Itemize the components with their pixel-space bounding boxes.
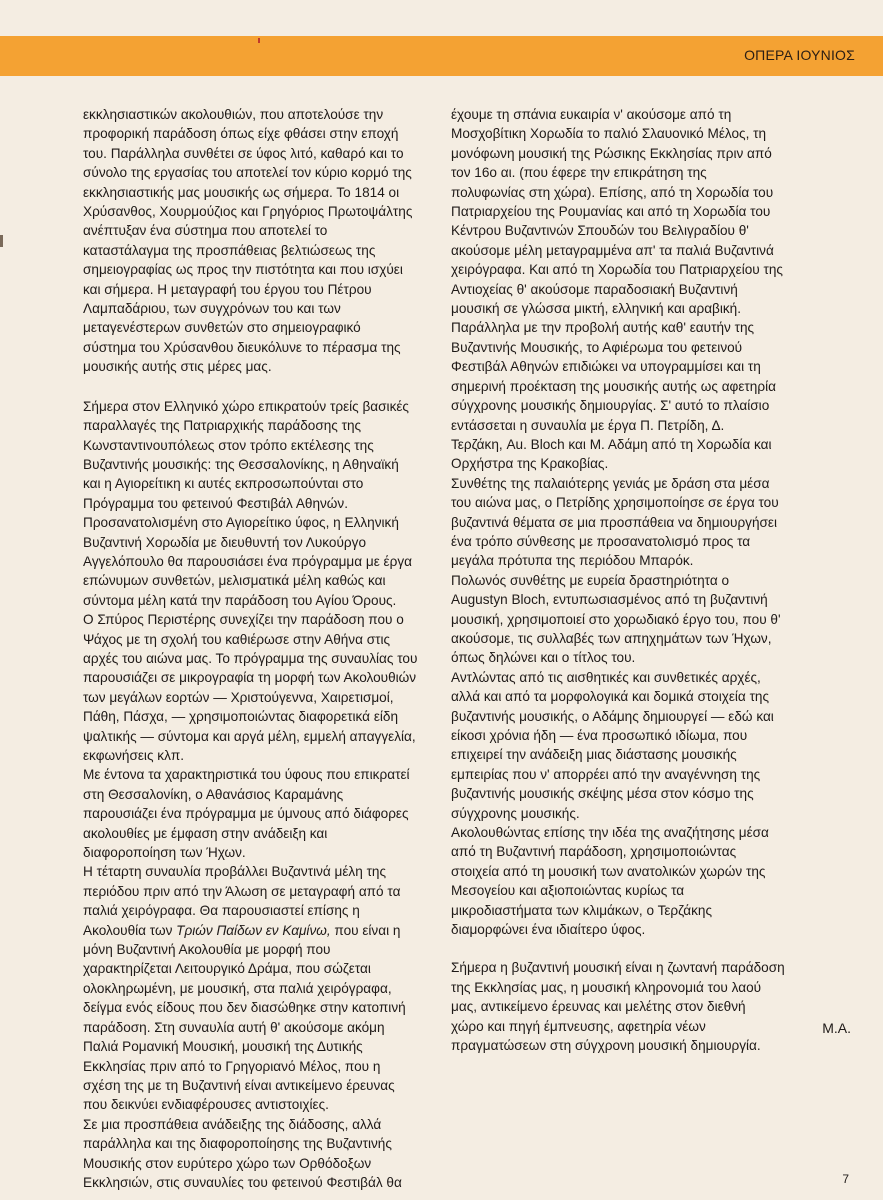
- paragraph: Αντλώντας από τις αισθητικές και συνθετικές αρχές, αλλά και από τα μορφολογικά και δομικά στοιχεία της βυζαντινής μουσικής, ο Αδάμης δημιουργεί — εδώ και είκοσι χρόνια ήδη — ένα προσωπικό ιδίωμα, που επιχειρεί την ανάδειξη μιας διάστασης μουσικής εμπειρίας που ν' απορρέει από την αναγέννηση της βυζαντινής μουσικής σκέψης μέσα στον κόσμο της σύγχρονης μουσικής.: [451, 669, 774, 821]
- paragraph: Με έντονα τα χαρακτηριστικά του ύφους που επικρατεί στη Θεσσαλονίκη, ο Αθανάσιος Καραμάνης παρουσιάζει ένα πρόγραμμα με ύμνους από διάφορες ακολουθίες με έμφαση στην ανάδειξη και διαφοροποίηση των Ήχων.: [83, 767, 410, 861]
- paragraph: Σήμερα η βυζαντινή μουσική είναι η ζωντανή παράδοση της Εκκλησίας μας, η μουσική κληρονομιά του λαού μας, αντικείμενο έρευνας και μελέτης στον διεθνή χώρο και πηγή έμπνευσης, αφετηρία νέων πραγματώσεων στη σύγχρονη μουσική δημιουργία.: [451, 960, 785, 1054]
- paragraph: Παράλληλα με την προβολή αυτής καθ' εαυτήν της Βυζαντινής Μουσικής, το Αφιέρωμα του φετεινού Φεστιβάλ Αθηνών επιδιώκει να υπογραμμίσει και τη σημερινή προέκταση της μουσικής αυτής ως αφετηρία σύγχρονης μουσικής δημιουργίας. Σ' αυτό το πλαίσιο εντάσσεται η συναυλία με έργα Π. Πετρίδη, Δ. Τερζάκη, Au. Bloch και Μ. Αδάμη από τη Χορωδία και Ορχήστρα της Κρακοβίας.: [451, 320, 776, 472]
- paragraph: εκκλησιαστικών ακολουθιών, που αποτελούσε την προφορική παράδοση όπως είχε φθάσει στην εποχή του. Παράλληλα συνθέτει σε ύφος λιτό, καθαρό και το σύνολο της εργασίας του αποτελεί τον κύριο κορμό της εκκλησιαστικής μας μουσικής ως σήμερα. Το 1814 οι Χρύσανθος, Χουρμούζιος και Γρηγόριος Πρωτοψάλτης ανέπτυξαν ένα σύστημα που αποτελεί το καταστάλαγμα της προσπάθειας βελτιώσεως της σημειογραφίας ως προς την πιστότητα και που ισχύει και σήμερα. Η μεταγραφή του έργου του Πέτρου Λαμπαδάριου, των συγχρόνων του και των μεταγενέστερων συνθετών στο σημειογραφικό σύστημα του Χρύσανθου διευκόλυνε το πέρασμα της μουσικής αυτής στις μέρες μας.: [83, 107, 413, 375]
- print-mark: [258, 38, 260, 43]
- paragraph: Ο Σπύρος Περιστέρης συνεχίζει την παράδοση που ο Ψάχος με τη σχολή του καθιέρωσε στην Αθήνα στις αρχές του αιώνα μας. Το πρόγραμμα της συναυλίας του παρουσιάζει σε μικρογραφία τη μορφή των Ακολουθιών των μεγάλων εορτών — Χριστούγεννα, Χαιρετισμοί, Πάθη, Πάσχα, — χρησιμοποιώντας διαφορετικά είδη ψαλτικής — σύντομα και αργά μέλη, εμμελή απαγγελία, εκφωνήσεις κλπ.: [83, 612, 418, 763]
- paragraph-text: Η τέταρτη συναυλία προβάλλει Βυζαντινά μέλη της περιόδου πριν από την Άλωση σε μεταγραφή από τα παλιά χειρόγραφα. Θα παρουσιαστεί επίσης η Ακολουθία των: [83, 864, 401, 938]
- paragraph: Σήμερα στον Ελληνικό χώρο επικρατούν τρείς βασικές παραλλαγές της Πατριαρχικής παράδοσης της Κωνσταντινουπόλεως στον τρόπο εκτέλεσης της Βυζαντινής μουσικής: της Θεσσαλονίκης, η Αθηναϊκή και η Αγιορείτικη κι αυτές εκπροσωπούνται στο Πρόγραμμα του φετεινού Φεστιβάλ Αθηνών.: [83, 398, 409, 511]
- section-title: ΟΠΕΡΑ ΙΟΥΝΙΟΣ: [744, 47, 855, 63]
- page-number: 7: [842, 1172, 849, 1186]
- paragraph: Ακολουθώντας επίσης την ιδέα της αναζήτησης μέσα από τη Βυζαντινή παράδοση, χρησιμοποιώντας στοιχεία από τη μουσική των ανατολικών χωρών της Μεσογείου και αξιοποιώντας κυρίως τα μικροδιαστήματα των κλιμάκων, ο Τερζάκης διαμορφώνει ένα ιδιαίτερο ύφος.: [451, 825, 769, 938]
- author-signature: Μ.Α.: [822, 1020, 851, 1036]
- edge-mark: [0, 235, 3, 247]
- paragraph: Σε μια προσπάθεια ανάδειξης της διάδοσης, αλλά παράλληλα και της διαφοροποίησης της Βυζαντινής Μουσικής στον ευρύτερο χώρο των Ορθόδοξων Εκκλησιών, στις συναυλίες του φετεινού Φεστιβάλ θα: [83, 1116, 402, 1190]
- right-column: [451, 105, 857, 1056]
- left-column: [83, 105, 439, 1192]
- paragraph: Πολωνός συνθέτης με ευρεία δραστηριότητα ο Augustyn Bloch, εντυπωσιασμένος από τη βυζαντινή μουσική, χρησιμοποιεί στο χορωδιακό έργο του, που θ' ακούσομε, τις συλλαβές των απηχημάτων των Ήχων, όπως δηλώνει και ο τίτλος του.: [451, 572, 781, 666]
- paragraph-text: που είναι η μόνη Βυζαντινή Ακολουθία με μορφή που χαρακτηρίζεται Λειτουργικό Δράμα, που σώζεται ολοκληρωμένη, με μουσική, στα παλιά χειρόγραφα, δείγμα ενός είδους που δεν διασώθηκε στην κατοπινή παράδοση. Στη συναυλία αυτή θ' ακούσομε ακόμη Παλιά Ρομανική Μουσική, μουσική της Δυτικής Εκκλησίας πριν από το Γρηγοριανό Μέλος, που η σχέση της με τη Βυζαντινή είναι αντικείμενο έρευνας που δεικνύει ενδιαφέρουσες αντιστοιχίες.: [83, 922, 406, 1113]
- work-title: Τριών Παίδων εν Καμίνω,: [176, 922, 331, 938]
- paragraph: Προσανατολισμένη στο Αγιορείτικο ύφος, η Ελληνική Βυζαντινή Χορωδία με διευθυντή τον Λυκούργο Αγγελόπουλο θα παρουσιάσει ένα πρόγραμμα με έργα επώνυμων συνθετών, μελισματικά μέλη καθώς και σύντομα μέλη κατά την παράδοση του Αγίου Όρους.: [83, 515, 412, 608]
- paragraph: έχουμε τη σπάνια ευκαιρία ν' ακούσομε από τη Μοσχοβίτικη Χορωδία το παλιό Σλαυονικό Μέλος, τη μονόφωνη μουσική της Ρώσικης Εκκλησίας πριν από τον 16ο αι. (που έφερε την επικράτηση της πολυφωνίας στη χώρα). Επίσης, από τη Χορωδία του Πατριαρχείου της Ρουμανίας και από τη Χορωδία του Κέντρου Βυζαντινών Σπουδών του Βελιγραδίου θ' ακούσομε μέλη μεταγραμμένα απ' τα παλιά Βυζαντινά χειρόγραφα. Και από τη Χορωδία του Πατριαρχείου της Αντιοχείας θ' ακούσομε παραδοσιακή Βυζαντινή μουσική σε γλώσσα μικτή, ελληνική και αραβική.: [451, 107, 783, 317]
- paragraph: Συνθέτης της παλαιότερης γενιάς με δράση στα μέσα του αιώνα μας, ο Πετρίδης χρησιμοποίησε σε έργα του βυζαντινά θέματα σε μια προσπάθεια να δημιουργήσει ένα τρόπο σύνθεσης με προσανατολισμό προς τα μεγάλα πρότυπα της περιόδου Μπαρόκ.: [451, 475, 779, 569]
- paragraph: [83, 862, 439, 1114]
